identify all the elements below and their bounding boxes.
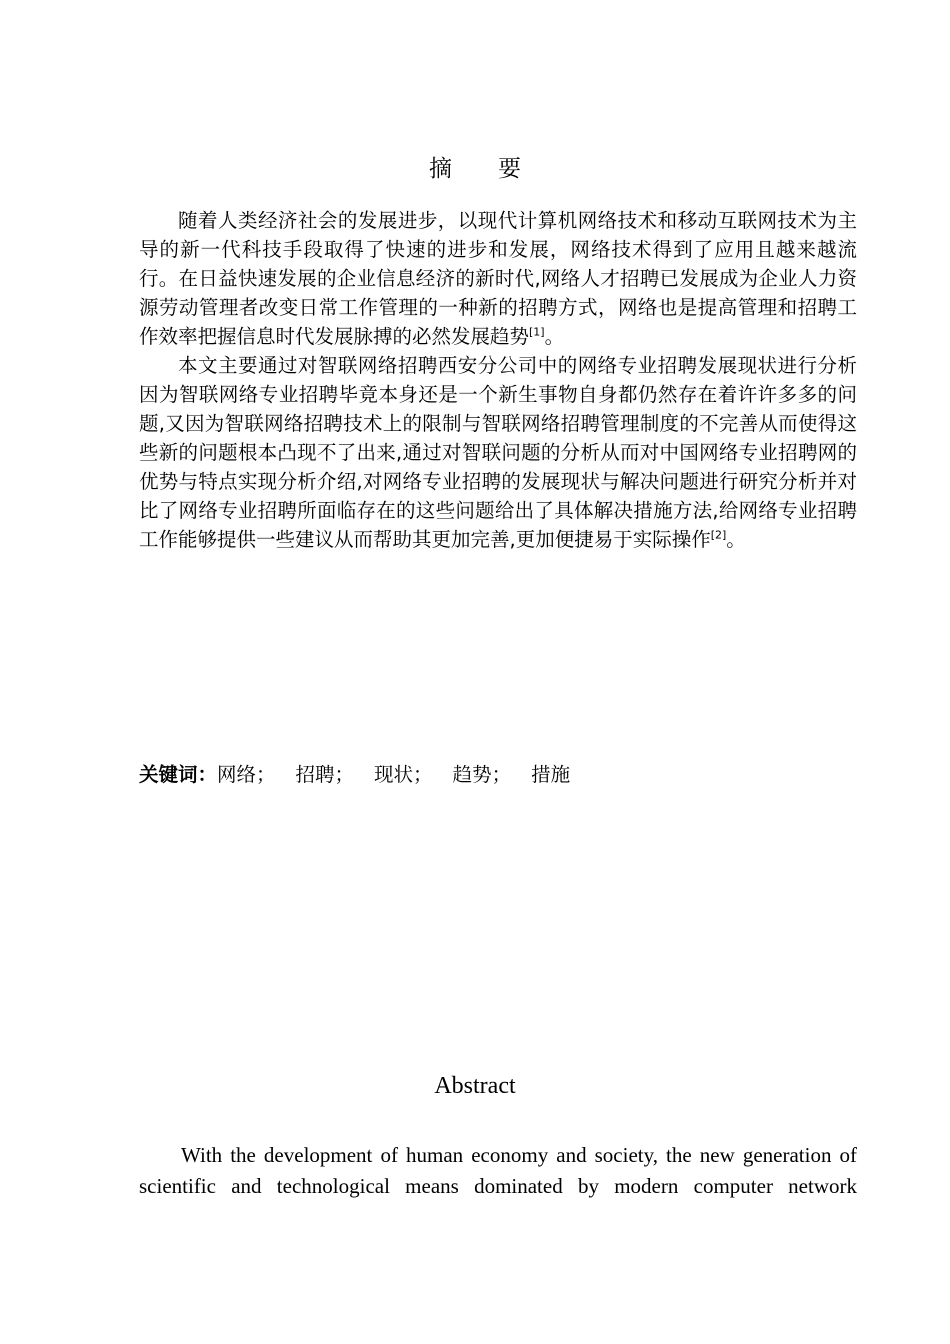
- paragraph-end-punctuation: 。: [726, 528, 746, 551]
- chinese-abstract-title: [0, 152, 950, 186]
- paragraph-end-punctuation: 。: [544, 325, 565, 348]
- keyword-item: 措施: [531, 763, 571, 786]
- keyword-item: 现状；: [374, 763, 433, 786]
- keyword-item: 趋势；: [452, 763, 512, 786]
- keyword-item: 网络；: [217, 763, 276, 786]
- english-abstract-paragraph-1: With the development of human economy and society, the new generation of scientific and technological means dominated by modern computer network: [139, 1143, 857, 1198]
- keyword-item: 招聘；: [295, 763, 355, 786]
- paragraph-text: 本文主要通过对智联网络招聘西安分公司中的网络专业招聘发展现状进行分析因为智联网络专业招聘毕竟本身还是一个新生事物自身都仍然存在着许许多多的问题,又因为智联网络招聘技术上的限制与智联网络招聘管理制度的不完善从而使得这些新的问题根本凸现不了出来,通过对智联问题的分析从而对中国网络专业招聘网的优势与特点实现分析介绍,对网络专业招聘的发展现状与解决问题进行研究分析并对比了网络专业招聘所面临存在的这些问题给出了具体解决措施方法,给网络专业招聘工作能够提供一些建议从而帮助其更加完善,更加便捷易于实际操作: [139, 354, 857, 551]
- chinese-abstract-paragraph-1: [139, 206, 857, 351]
- chinese-abstract-body: [139, 206, 857, 554]
- chinese-abstract-paragraph-2: [139, 351, 857, 554]
- citation-reference: [2]: [710, 528, 727, 542]
- keywords-label: 关键词：: [139, 763, 218, 786]
- english-abstract-body: [139, 1140, 857, 1202]
- english-abstract-title: Abstract: [434, 1073, 516, 1099]
- paragraph-text: 随着人类经济社会的发展进步，以现代计算机网络技术和移动互联网技术为主导的新一代科技手段取得了快速的进步和发展，网络技术得到了应用且越来越流行。在日益快速发展的企业信息经济的新时代,网络人才招聘已发展成为企业人力资源劳动管理者改变日常工作管理的一种新的招聘方式，网络也是提高管理和招聘工作效率把握信息时代发展脉搏的必然发展趋势: [139, 209, 857, 348]
- chinese-abstract-title-part2: 要: [498, 156, 521, 182]
- chinese-abstract-title-part1: 摘: [429, 156, 452, 182]
- keywords-line: [139, 760, 857, 789]
- citation-reference: [1]: [529, 325, 545, 339]
